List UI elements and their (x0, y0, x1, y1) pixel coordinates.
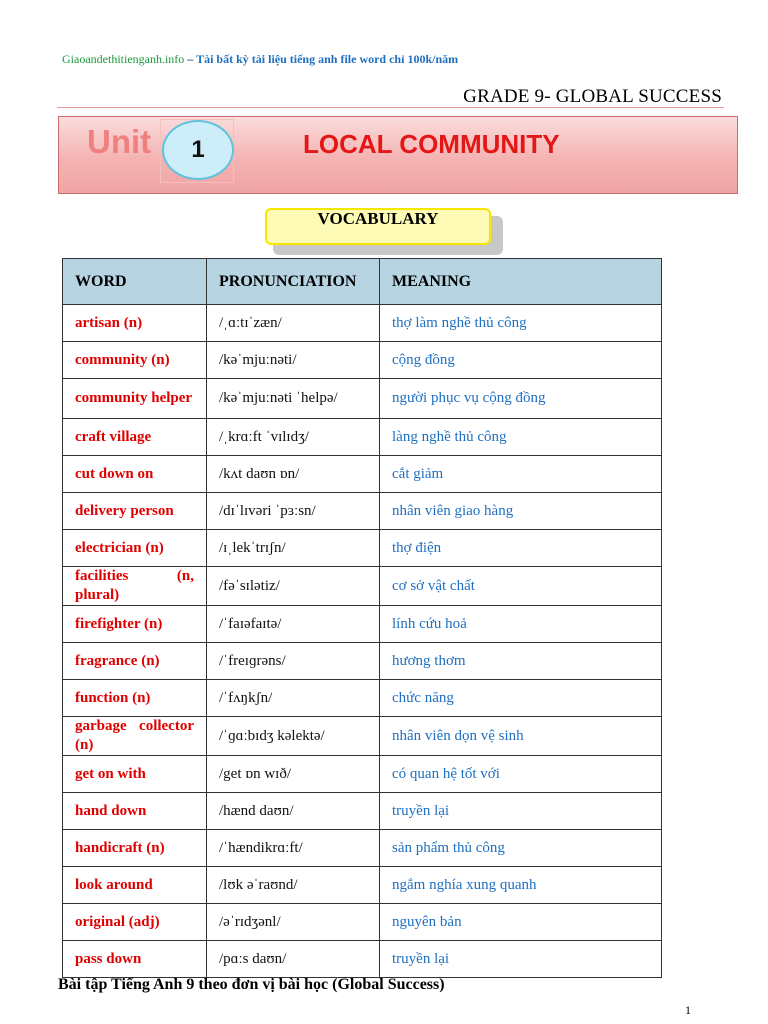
vocab-meaning: ngắm nghía xung quanh (380, 867, 662, 904)
vocab-pronunciation: /kəˈmjuːnəti ˈhelpə/ (207, 379, 380, 419)
vocab-word: facilities (n, plural) (63, 567, 207, 606)
vocab-meaning: nhân viên giao hàng (380, 493, 662, 530)
vocab-pronunciation: /lʊk əˈraʊnd/ (207, 867, 380, 904)
vocab-meaning: cơ sở vật chất (380, 567, 662, 606)
table-row (63, 530, 662, 567)
unit-number-badge: 1 (162, 120, 234, 180)
page-number: 1 (685, 1003, 691, 1017)
column-header-meaning: MEANING (380, 259, 662, 305)
vocab-meaning: chức năng (380, 680, 662, 717)
header-dash: – (184, 52, 197, 66)
vocab-meaning: lính cứu hoả (380, 606, 662, 643)
vocab-word: function (n) (63, 680, 207, 717)
vocab-pronunciation: /ˈfreɪɡrəns/ (207, 643, 380, 680)
vocab-word: fragrance (n) (63, 643, 207, 680)
vocab-pronunciation: /ˈhændikrɑːft/ (207, 830, 380, 867)
grade-label: GRADE 9- GLOBAL SUCCESS (463, 86, 722, 107)
table-row (63, 419, 662, 456)
vocab-meaning: có quan hệ tốt với (380, 756, 662, 793)
table-row (63, 493, 662, 530)
vocab-pronunciation: /dɪˈlɪvəri ˈpɜːsn/ (207, 493, 380, 530)
table-row (63, 830, 662, 867)
vocab-word: electrician (n) (63, 530, 207, 567)
table-row (63, 567, 662, 606)
unit-banner (58, 116, 738, 194)
vocab-word: get on with (63, 756, 207, 793)
header-promo-line (62, 52, 458, 67)
vocab-pronunciation: /ˌkrɑːft ˈvɪlɪdʒ/ (207, 419, 380, 456)
vocab-pronunciation: /ˌɑːtɪˈzæn/ (207, 305, 380, 342)
table-row (63, 941, 662, 978)
vocab-pronunciation: /hænd daʊn/ (207, 793, 380, 830)
vocab-word: craft village (63, 419, 207, 456)
vocab-pronunciation: /pɑːs daʊn/ (207, 941, 380, 978)
vocab-meaning: hương thơm (380, 643, 662, 680)
vocab-pronunciation: /ˈɡɑːbɪdʒ kəlektə/ (207, 717, 380, 756)
vocab-meaning: thợ điện (380, 530, 662, 567)
vocab-meaning: nguyên bản (380, 904, 662, 941)
table-row (63, 867, 662, 904)
site-link[interactable]: Giaoandethitienganh.info (62, 52, 185, 66)
vocab-meaning: truyền lại (380, 793, 662, 830)
vocab-pronunciation: /ˈfʌŋkʃn/ (207, 680, 380, 717)
vocab-word: community helper (63, 379, 207, 419)
vocab-word: look around (63, 867, 207, 904)
vocab-pronunciation: /ɪˌlekˈtrɪʃn/ (207, 530, 380, 567)
vocab-word: artisan (n) (63, 305, 207, 342)
vocab-meaning: sản phẩm thủ công (380, 830, 662, 867)
column-header-word: WORD (63, 259, 207, 305)
table-row (63, 904, 662, 941)
table-row (63, 379, 662, 419)
vocab-pronunciation: /fəˈsɪlətiz/ (207, 567, 380, 606)
vocab-word: hand down (63, 793, 207, 830)
table-row (63, 456, 662, 493)
vocab-word: original (adj) (63, 904, 207, 941)
column-header-pronunciation: PRONUNCIATION (207, 259, 380, 305)
vocab-word: cut down on (63, 456, 207, 493)
vocab-word: handicraft (n) (63, 830, 207, 867)
unit-title: LOCAL COMMUNITY (303, 129, 560, 159)
vocab-pronunciation: /kʌt daʊn ɒn/ (207, 456, 380, 493)
vocab-pronunciation: /ˈfaɪəfaɪtə/ (207, 606, 380, 643)
table-row (63, 793, 662, 830)
vocab-meaning: truyền lại (380, 941, 662, 978)
vocab-pronunciation: /kəˈmjuːnəti/ (207, 342, 380, 379)
vocab-word: garbage collector (n) (63, 717, 207, 756)
vocab-word: pass down (63, 941, 207, 978)
vocab-meaning: cộng đồng (380, 342, 662, 379)
table-row (63, 680, 662, 717)
footer-text: Bài tập Tiếng Anh 9 theo đơn vị bài học (Global Success) (58, 976, 445, 993)
table-row (63, 717, 662, 756)
table-row (63, 643, 662, 680)
table-row (63, 342, 662, 379)
table-row (63, 756, 662, 793)
vocabulary-table (62, 258, 662, 978)
vocab-meaning: nhân viên dọn vệ sinh (380, 717, 662, 756)
vocabulary-heading: VOCABULARY (265, 208, 491, 245)
vocab-meaning: thợ làm nghề thủ công (380, 305, 662, 342)
vocab-meaning: cắt giảm (380, 456, 662, 493)
unit-word: Unit (87, 123, 152, 160)
table-row (63, 305, 662, 342)
vocab-word: firefighter (n) (63, 606, 207, 643)
vocab-pronunciation: /get ɒn wɪð/ (207, 756, 380, 793)
header-divider (57, 107, 724, 108)
vocab-word: community (n) (63, 342, 207, 379)
vocab-pronunciation: /əˈrɪdʒənl/ (207, 904, 380, 941)
vocab-word: delivery person (63, 493, 207, 530)
promo-text: Tài bất kỳ tài liệu tiếng anh file word chỉ 100k/năm (196, 52, 459, 66)
vocab-meaning: người phục vụ cộng đồng (380, 379, 662, 419)
table-header-row (63, 259, 662, 305)
table-row (63, 606, 662, 643)
vocab-meaning: làng nghề thủ công (380, 419, 662, 456)
